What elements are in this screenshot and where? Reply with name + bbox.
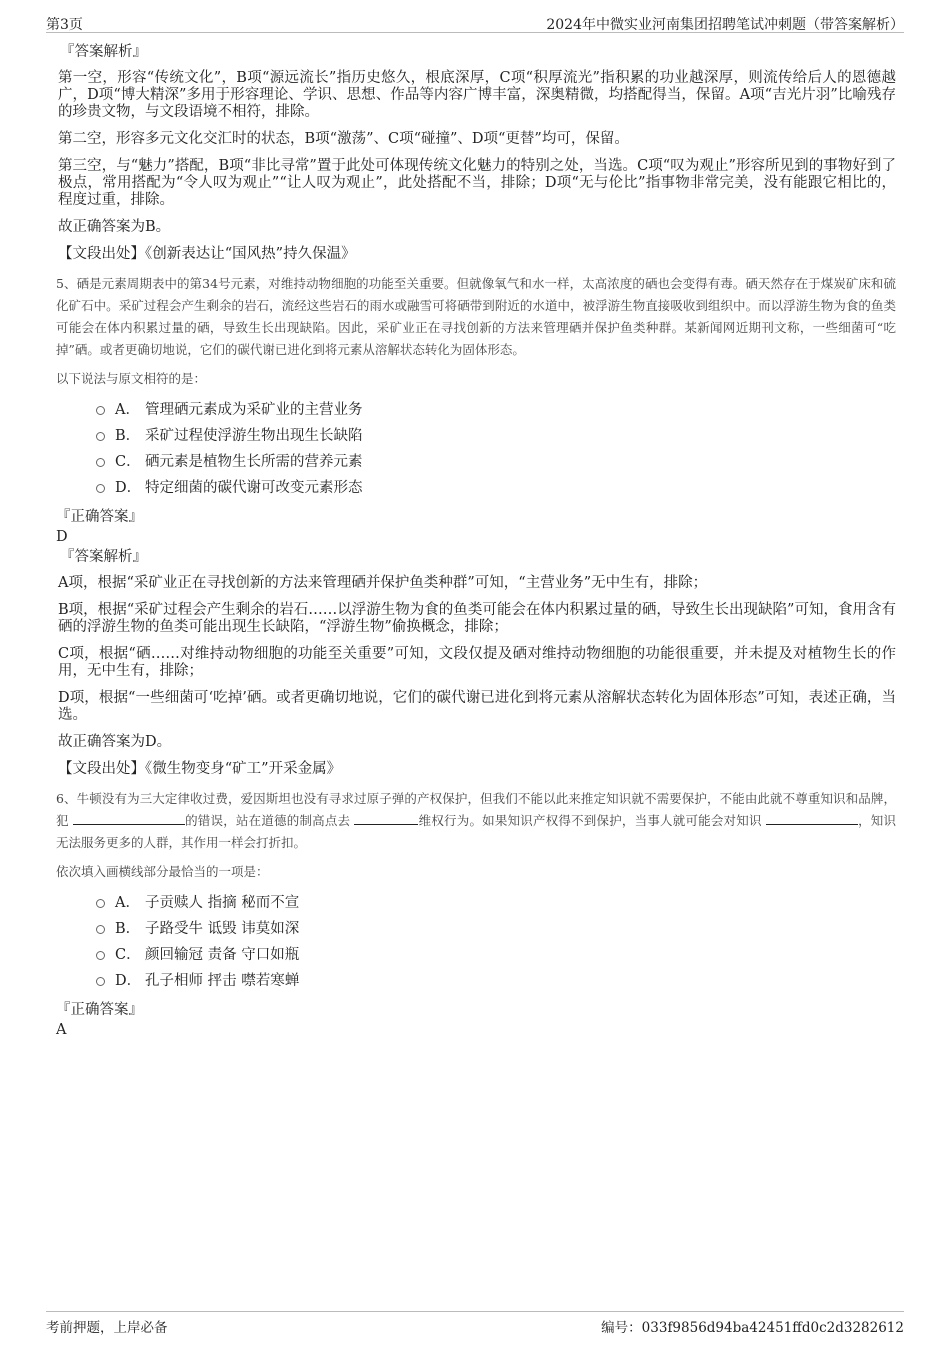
page-footer — [46, 1311, 904, 1336]
radio-icon[interactable] — [96, 951, 105, 960]
radio-icon[interactable] — [96, 899, 105, 908]
radio-icon[interactable] — [96, 925, 105, 934]
answer-analysis-label: 『答案解析』 — [60, 549, 147, 565]
analysis-paragraph: 第三空，与“魅力”搭配，B项“非比寻常”置于此处可体现传统文化魅力的特别之处，当选。C项“叹为观止”形容所见到的事物好到了极点，常用搭配为“令人叹为观止”“让人叹为观止”，此处搭配不当，排除；D项“无与伦比”指事物非常完美，没有能跟它相比的，程度过重，排除。 — [58, 158, 896, 208]
radio-icon[interactable] — [96, 432, 105, 441]
analysis-paragraph: B项，根据“采矿过程会产生剩余的岩石……以浮游生物为食的鱼类可能会在体内积累过量的硒，导致生长出现缺陷”可知，食用含有硒的浮游生物的鱼类可能出现生长缺陷，“浮游生物”偷换概念，排除； — [58, 602, 896, 635]
document-body — [56, 42, 896, 1040]
question-6-options — [56, 890, 896, 994]
analysis-paragraph: 第一空，形容“传统文化”，B项“源远流长”指历史悠久，根底深厚，C项“积厚流光”指积累的功业越深厚，则流传给后人的恩德越广，D项“博大精深”多用于形容理论、学识、思想、作品等内容广博丰富，深奥精微，均搭配得当，保留。A项“吉光片羽”比喻残存的珍贵文物，与文段语境不相符，排除。 — [58, 70, 896, 120]
page-header — [46, 10, 904, 33]
correct-answer: D — [56, 529, 68, 545]
analysis-paragraph: D项，根据“一些细菌可‘吃掉’硒。或者更确切地说，它们的碳代谢已进化到将元素从溶解状态转化为固体形态”可知，表述正确，当选。 — [58, 690, 896, 723]
question-6-prompt: 依次填入画横线部分最恰当的一项是： — [56, 864, 269, 879]
option-a[interactable]: A． 子贡赎人 指摘 秘而不宣 — [96, 890, 896, 916]
answer-analysis-label: 『答案解析』 — [60, 44, 147, 60]
option-c[interactable]: C． 硒元素是植物生长所需的营养元素 — [96, 449, 896, 475]
final-answer: 故正确答案为D。 — [58, 734, 172, 750]
correct-answer: A — [56, 1022, 67, 1038]
radio-icon[interactable] — [96, 484, 105, 493]
option-a[interactable]: A． 管理硒元素成为采矿业的主营业务 — [96, 397, 896, 423]
option-d[interactable]: D． 孔子相师 抨击 噤若寒蝉 — [96, 968, 896, 994]
document-title: 2024年中微实业河南集团招聘笔试冲刺题（带答案解析） — [546, 17, 904, 33]
question-5-stem: 5、硒是元素周期表中的第34号元素，对维持动物细胞的功能至关重要。但就像氧气和水一样，太高浓度的硒也会变得有毒。硒天然存在于煤炭矿床和硫化矿石中。采矿过程会产生剩余的岩石，流经这些岩石的雨水或融雪可将硒带到附近的水道中，被浮游生物直接吸收到组织中。而以浮游生物为食的鱼类可能会在体内积累过量的硒，导致生长出现缺陷。因此，采矿业正在寻找创新的方法来管理硒并保护鱼类种群。某新闻网近期刊文称，一些细菌可“吃掉”硒。或者更确切地说，它们的碳代谢已进化到将元素从溶解状态转化为固体形态。 — [56, 276, 896, 357]
radio-icon[interactable] — [96, 458, 105, 467]
option-b[interactable]: B． 子路受牛 诋毁 讳莫如深 — [96, 916, 896, 942]
option-b[interactable]: B． 采矿过程使浮游生物出现生长缺陷 — [96, 423, 896, 449]
fill-blank — [73, 810, 185, 825]
radio-icon[interactable] — [96, 977, 105, 986]
source-citation: 【文段出处】《创新表达让“国风热”持久保温》 — [58, 246, 356, 262]
analysis-paragraph: C项，根据“硒……对维持动物细胞的功能至关重要”可知，文段仅提及硒对维持动物细胞的功能很重要，并未提及对植物生长的作用，无中生有，排除； — [58, 646, 896, 679]
fill-blank — [766, 810, 858, 825]
question-5-options — [56, 397, 896, 501]
question-5-prompt: 以下说法与原文相符的是： — [56, 371, 207, 386]
analysis-paragraph: 第二空，形容多元文化交汇时的状态，B项“激荡”、C项“碰撞”、D项“更替”均可，保留。 — [58, 131, 629, 147]
correct-answer-label: 『正确答案』 — [56, 509, 143, 525]
analysis-paragraph: A项，根据“采矿业正在寻找创新的方法来管理硒并保护鱼类种群”可知，“主营业务”无中生有，排除； — [58, 575, 708, 591]
question-6-stem: 6、牛顿没有为三大定律收过费，爱因斯坦也没有寻求过原子弹的产权保护，但我们不能以此来推定知识就不需要保护，不能由此就不尊重知识和品牌，犯 的错误，站在道德的制高点去 维权行为。如果知识产权得不到保护，当事人就可能会对知识 ，知识无法服务更多的人群，其作用一样会打折扣。 — [56, 791, 896, 850]
final-answer: 故正确答案为B。 — [58, 219, 171, 235]
document-id: 编号：033f9856d94ba42451ffd0c2d3282612 — [601, 1320, 904, 1336]
footer-slogan: 考前押题，上岸必备 — [46, 1320, 168, 1336]
radio-icon[interactable] — [96, 406, 105, 415]
page-number: 第3页 — [46, 17, 83, 33]
option-c[interactable]: C． 颜回输冠 责备 守口如瓶 — [96, 942, 896, 968]
source-citation: 【文段出处】《微生物变身“矿工”开采金属》 — [58, 761, 342, 777]
fill-blank — [354, 810, 418, 825]
option-d[interactable]: D． 特定细菌的碳代谢可改变元素形态 — [96, 475, 896, 501]
correct-answer-label: 『正确答案』 — [56, 1002, 143, 1018]
